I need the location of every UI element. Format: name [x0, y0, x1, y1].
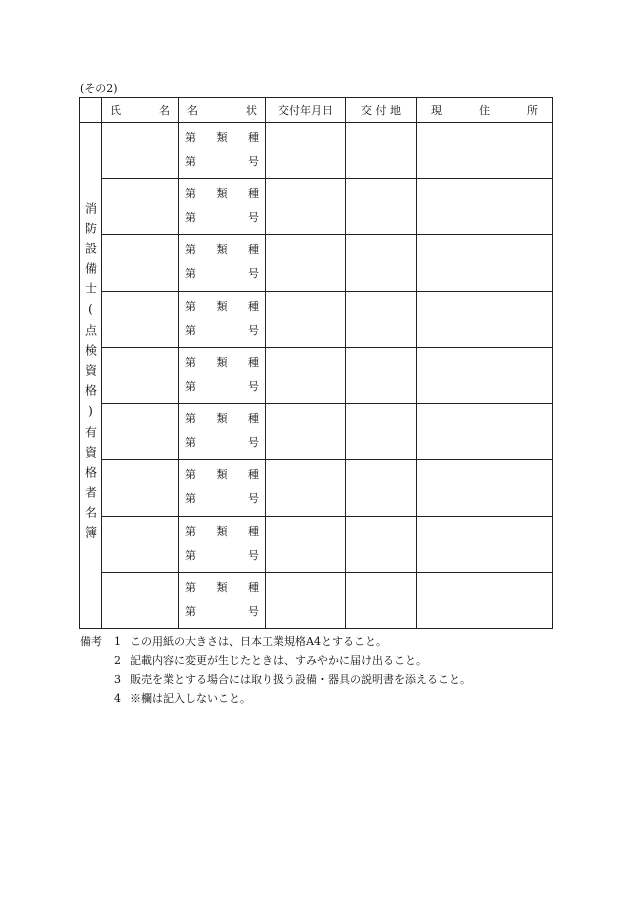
issue-date-cell[interactable]: [266, 404, 346, 460]
license-number-line: 第 号: [185, 155, 259, 168]
form-caption: (その2): [80, 82, 118, 95]
issue-date-cell[interactable]: [266, 123, 346, 179]
license-class-line: 第 類 種: [185, 299, 259, 313]
issue-place-cell[interactable]: [346, 291, 417, 347]
issue-place-cell[interactable]: [346, 235, 417, 291]
license-class-line: 第 類 種: [185, 524, 259, 538]
header-name: 氏 名: [102, 98, 179, 123]
remarks-section: [80, 632, 471, 708]
registry-table: [79, 97, 553, 629]
license-class-line: 第 類 種: [185, 468, 259, 482]
issue-date-cell[interactable]: [266, 460, 346, 516]
table-body: [80, 123, 553, 629]
table-row: [80, 347, 553, 403]
header-address: 現 住 所: [417, 98, 553, 123]
remarks-label: 備考: [80, 635, 102, 648]
header-spacer: [80, 98, 102, 123]
license-class-line: 第 類 種: [185, 243, 259, 257]
license-class-line: 第 類 種: [185, 131, 259, 144]
license-number-line: 第 号: [185, 211, 259, 225]
license-cell[interactable]: [179, 179, 266, 235]
license-number-line: 第 号: [185, 436, 259, 450]
license-cell[interactable]: [179, 235, 266, 291]
header-license: 名 状: [179, 98, 266, 123]
issue-place-cell[interactable]: [346, 404, 417, 460]
issue-place-cell[interactable]: [346, 516, 417, 572]
license-cell[interactable]: [179, 572, 266, 628]
remark-item: 備考 1 この用紙の大きさは、日本工業規格A4とすること。: [80, 632, 471, 651]
name-cell[interactable]: [102, 460, 179, 516]
license-number-line: 第 号: [185, 604, 259, 618]
address-cell[interactable]: [417, 291, 553, 347]
table-row: [80, 123, 553, 179]
issue-date-cell[interactable]: [266, 516, 346, 572]
license-class-line: 第 類 種: [185, 355, 259, 369]
issue-date-cell[interactable]: [266, 235, 346, 291]
table-row: [80, 404, 553, 460]
name-cell[interactable]: [102, 123, 179, 179]
name-cell[interactable]: [102, 179, 179, 235]
table-row: [80, 179, 553, 235]
table-row: [80, 460, 553, 516]
header-issue-date: 交付年月日: [266, 98, 346, 123]
license-number-line: 第 号: [185, 267, 259, 281]
license-cell[interactable]: [179, 460, 266, 516]
address-cell[interactable]: [417, 179, 553, 235]
header-row: [80, 98, 553, 123]
address-cell[interactable]: [417, 347, 553, 403]
issue-place-cell[interactable]: [346, 123, 417, 179]
table-row: [80, 516, 553, 572]
license-number-line: 第 号: [185, 492, 259, 506]
table-row: [80, 291, 553, 347]
license-cell[interactable]: [179, 123, 266, 179]
issue-place-cell[interactable]: [346, 460, 417, 516]
address-cell[interactable]: [417, 460, 553, 516]
side-label-cell: [80, 123, 102, 629]
remark-item: 2 記載内容に変更が生じたときは、すみやかに届け出ること。: [114, 654, 427, 667]
address-cell[interactable]: [417, 516, 553, 572]
table-row: [80, 235, 553, 291]
license-number-line: 第 号: [185, 548, 259, 562]
license-class-line: 第 類 種: [185, 412, 259, 426]
name-cell[interactable]: [102, 235, 179, 291]
name-cell[interactable]: [102, 516, 179, 572]
address-cell[interactable]: [417, 235, 553, 291]
license-class-line: 第 類 種: [185, 187, 259, 201]
issue-date-cell[interactable]: [266, 179, 346, 235]
issue-date-cell[interactable]: [266, 347, 346, 403]
name-cell[interactable]: [102, 291, 179, 347]
license-class-line: 第 類 種: [185, 580, 259, 594]
header-issue-place: 交 付 地: [346, 98, 417, 123]
license-number-line: 第 号: [185, 323, 259, 337]
issue-date-cell[interactable]: [266, 572, 346, 628]
license-number-line: 第 号: [185, 379, 259, 393]
license-cell[interactable]: [179, 404, 266, 460]
address-cell[interactable]: [417, 123, 553, 179]
issue-date-cell[interactable]: [266, 291, 346, 347]
issue-place-cell[interactable]: [346, 179, 417, 235]
name-cell[interactable]: [102, 404, 179, 460]
license-cell[interactable]: [179, 291, 266, 347]
address-cell[interactable]: [417, 572, 553, 628]
issue-place-cell[interactable]: [346, 347, 417, 403]
name-cell[interactable]: [102, 572, 179, 628]
address-cell[interactable]: [417, 404, 553, 460]
remark-item: 4 ※欄は記入しないこと。: [114, 692, 251, 705]
side-label: 消防設備士(点検資格)有資格者名簿: [83, 202, 98, 546]
license-cell[interactable]: [179, 516, 266, 572]
remark-item: 3 販売を業とする場合には取り扱う設備・器具の説明書を添えること。: [114, 673, 471, 686]
table-row: [80, 572, 553, 628]
name-cell[interactable]: [102, 347, 179, 403]
license-cell[interactable]: [179, 347, 266, 403]
issue-place-cell[interactable]: [346, 572, 417, 628]
